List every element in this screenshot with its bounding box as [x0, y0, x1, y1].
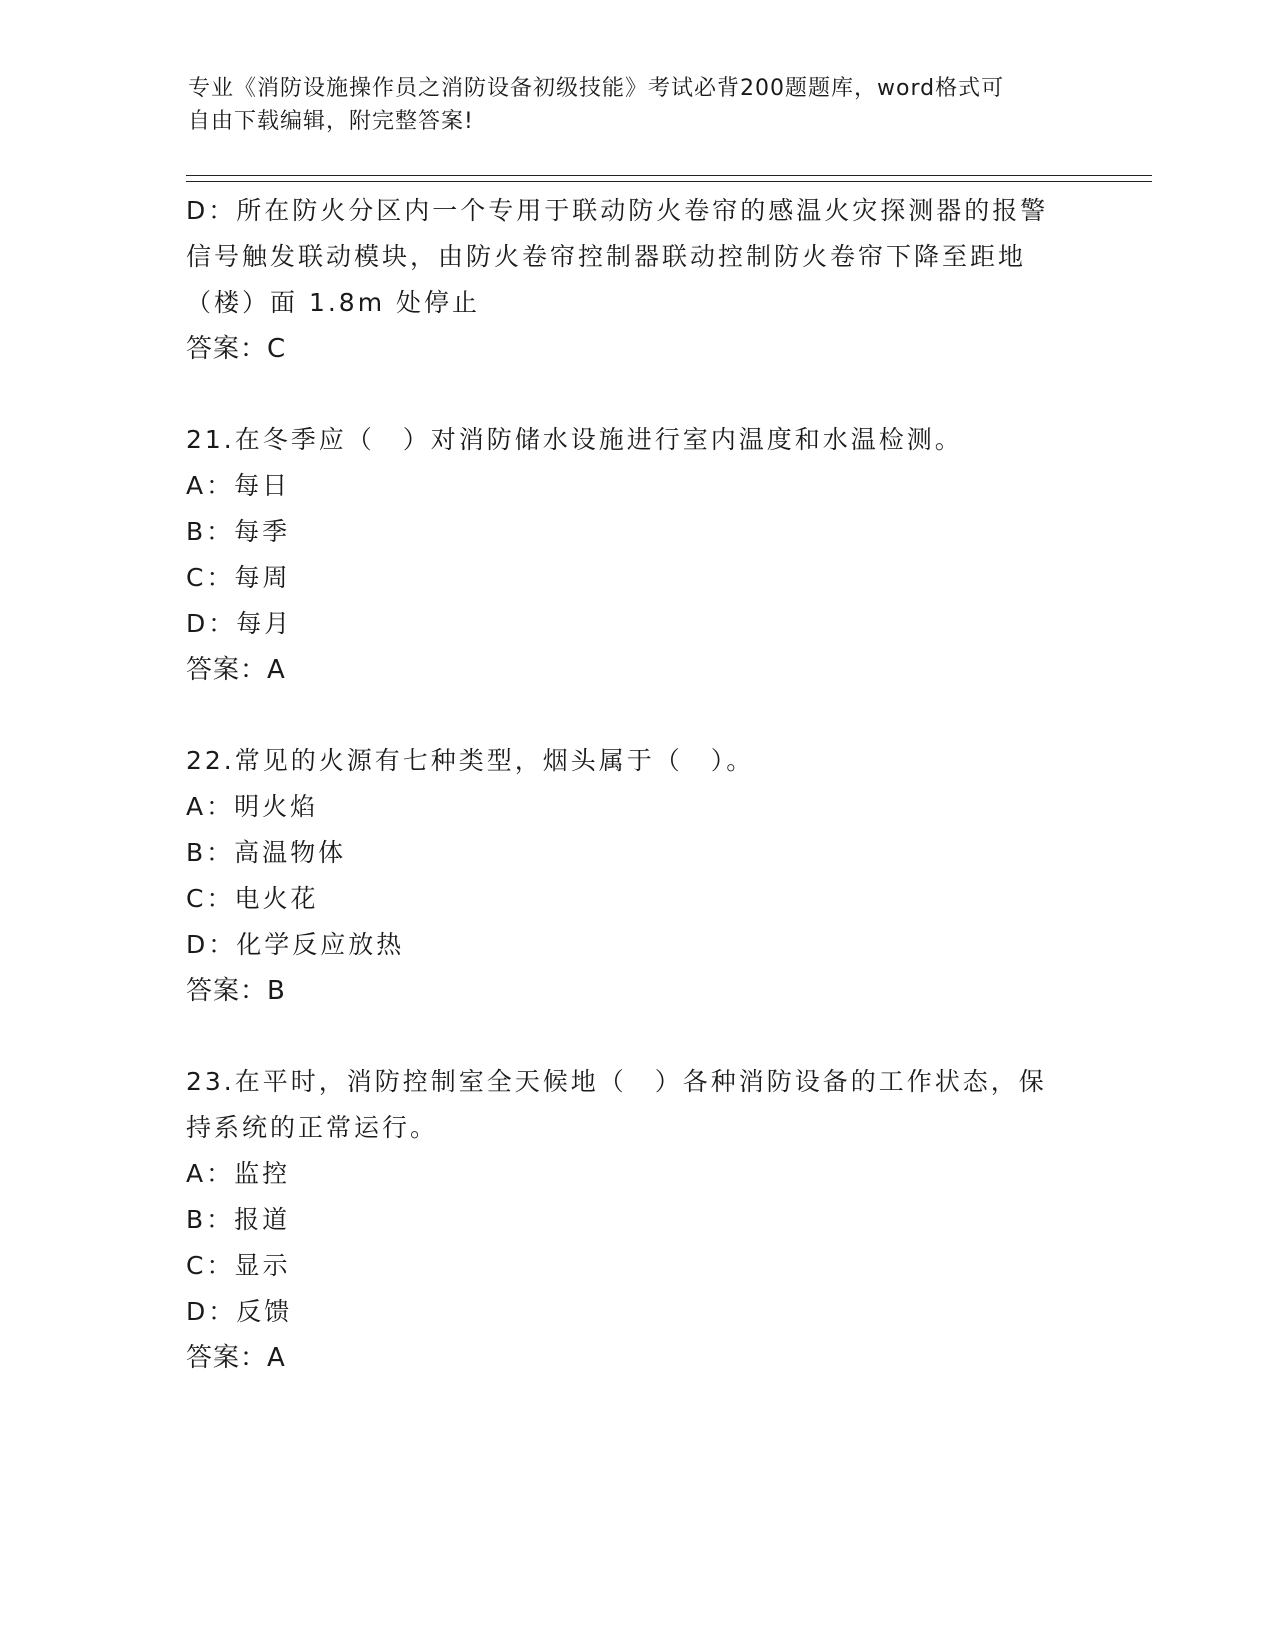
- option-d-line-1: D：所在防火分区内一个专用于联动防火卷帘的感温火灾探测器的报警: [186, 196, 1049, 225]
- document-header: [188, 72, 1068, 138]
- option-a: A：明火焰: [186, 792, 319, 821]
- question-21: [186, 417, 1086, 693]
- option-d: D：化学反应放热: [186, 930, 405, 959]
- question-stem-line-2: 持系统的正常运行。: [186, 1113, 439, 1142]
- option-a: A：每日: [186, 471, 291, 500]
- question-23: [186, 1059, 1086, 1381]
- question-22: [186, 738, 1086, 1014]
- question-stem-line-1: 23.在平时，消防控制室全天候地（ ）各种消防设备的工作状态，保: [186, 1067, 1047, 1096]
- option-c: C：电火花: [186, 884, 319, 913]
- document-body: [186, 188, 1086, 1381]
- answer-line: 答案：C: [186, 334, 287, 364]
- header-divider-top: [186, 175, 1152, 176]
- option-b: B：每季: [186, 517, 291, 546]
- option-d-line-3: （楼）面 1.8m 处停止: [186, 288, 481, 317]
- option-d: D：每月: [186, 609, 293, 638]
- option-c: C：每周: [186, 563, 291, 592]
- option-d-line-2: 信号触发联动模块，由防火卷帘控制器联动控制防火卷帘下降至距地: [186, 242, 1027, 271]
- option-a: A：监控: [186, 1159, 291, 1188]
- question-20-continued: [186, 188, 1086, 372]
- option-b: B：报道: [186, 1205, 291, 1234]
- option-b: B：高温物体: [186, 838, 347, 867]
- question-stem: 22.常见的火源有七种类型，烟头属于（ ）。: [186, 746, 755, 775]
- question-stem: 21.在冬季应（ ）对消防储水设施进行室内温度和水温检测。: [186, 425, 963, 454]
- header-divider-bottom: [186, 181, 1152, 182]
- header-line-1: 专业《消防设施操作员之消防设备初级技能》考试必背200题题库，word格式可: [188, 76, 1005, 101]
- header-line-2: 自由下载编辑，附完整答案!: [188, 109, 474, 134]
- option-c: C：显示: [186, 1251, 291, 1280]
- answer-line: 答案：A: [186, 1343, 286, 1373]
- answer-line: 答案：A: [186, 655, 286, 685]
- answer-line: 答案：B: [186, 976, 286, 1006]
- option-d: D：反馈: [186, 1297, 293, 1326]
